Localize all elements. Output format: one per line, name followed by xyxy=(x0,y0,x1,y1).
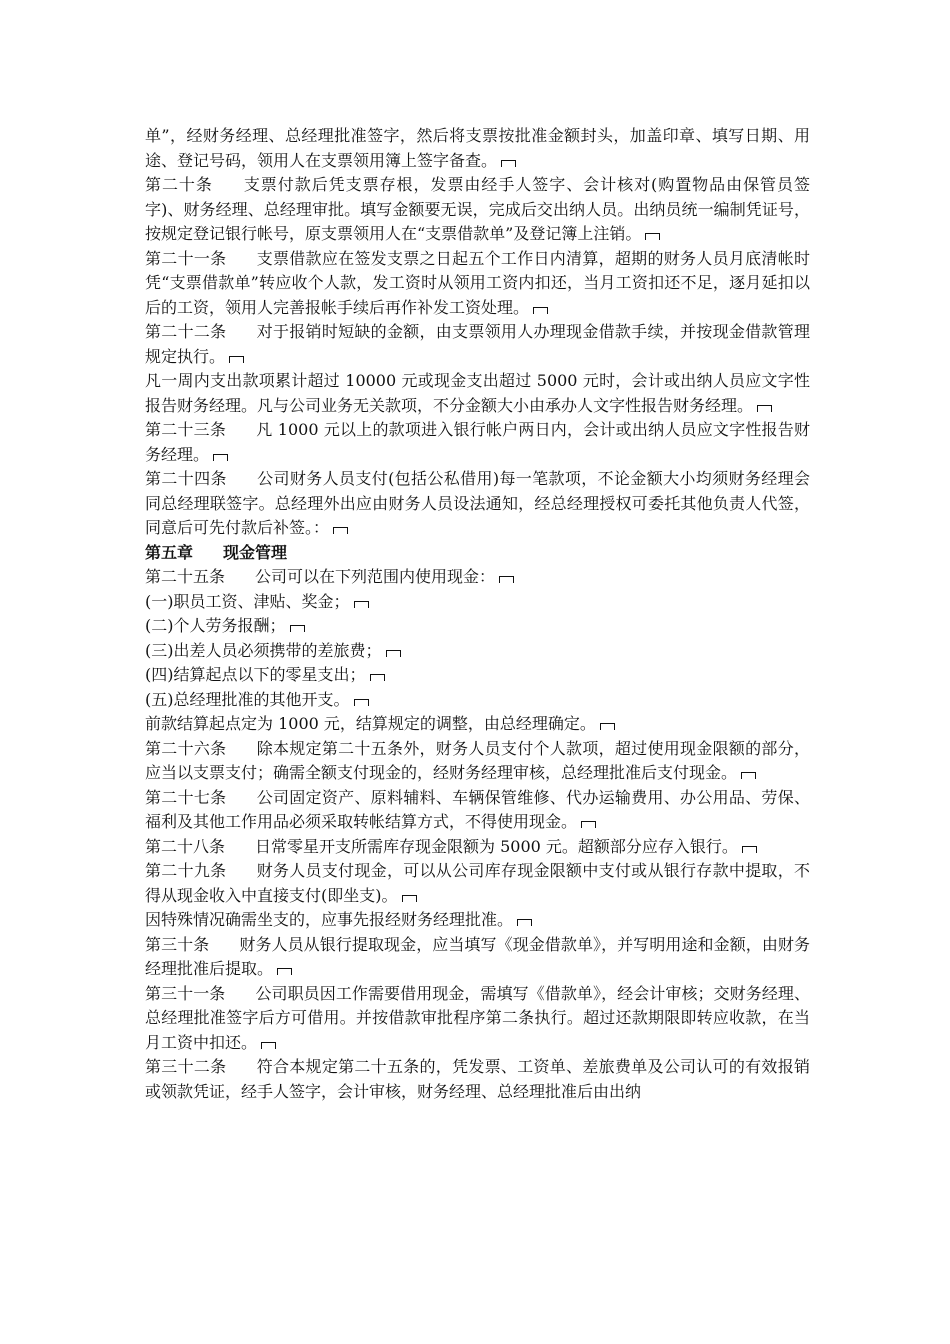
article-number: 第二十条 xyxy=(145,175,213,194)
paragraph-mark-icon xyxy=(402,895,417,902)
article-number: 第三十二条 xyxy=(145,1057,227,1076)
paragraph-text: 公司财务人员支付(包括公私借用)每一笔款项，不论金额大小均须财务经理会同总经理联签字。总经理外出应由财务人员设法通知，经总经理授权可委托其他负责人代签，同意后可先付款后补签。： xyxy=(145,469,810,537)
paragraph xyxy=(145,737,810,786)
paragraph-mark-icon xyxy=(386,650,401,657)
paragraph-mark-icon xyxy=(645,233,660,240)
document-page xyxy=(145,124,810,1104)
article-number: 第二十六条 xyxy=(145,738,227,758)
paragraph-mark-icon xyxy=(354,601,369,608)
paragraph-mark-icon xyxy=(229,356,244,363)
paragraph-mark-icon xyxy=(757,405,772,412)
paragraph-mark-icon xyxy=(501,160,516,167)
paragraph-text: (二)个人劳务报酬； xyxy=(145,616,286,635)
paragraph-text: 公司职员因工作需要借用现金，需填写《借款单》，经会计审核；交财务经理、总经理批准签字后方可借用。并按借款审批程序第二条执行。超过还款期限即转应收款，在当月工资中扣还。 xyxy=(145,983,810,1052)
paragraph xyxy=(145,173,810,247)
paragraph-mark-icon xyxy=(517,919,532,926)
article-number: 第二十五条 xyxy=(145,567,226,586)
article-number: 第二十一条 xyxy=(145,248,227,268)
paragraph xyxy=(145,982,810,1056)
paragraph-text: 财务人员支付现金，可以从公司库存现金限额中支付或从银行存款中提取，不得从现金收入中直接支付(即坐支)。 xyxy=(145,861,810,905)
article-number: 第三十条 xyxy=(145,934,210,954)
article-number: 第三十一条 xyxy=(145,983,226,1003)
paragraph-mark-icon xyxy=(370,674,385,681)
paragraph-text: 日常零星开支所需库存现金限额为 5000 元。超额部分应存入银行。 xyxy=(255,836,738,856)
paragraph xyxy=(145,369,810,418)
article-number: 第二十四条 xyxy=(145,469,227,488)
paragraph xyxy=(145,1055,810,1104)
paragraph xyxy=(145,688,810,713)
paragraph xyxy=(145,590,810,615)
paragraph-text: 对于报销时短缺的金额，由支票领用人办理现金借款手续，并按现金借款管理规定执行。 xyxy=(145,322,810,366)
paragraph-text: 凡一周内支出款项累计超过 10000 元或现金支出超过 5000 元时，会计或出纳人员应文字性报告财务经理。凡与公司业务无关款项，不分金额大小由承办人文字性报告财务经理。 xyxy=(145,371,810,415)
paragraph-text: 单”，经财务经理、总经理批准签字，然后将支票按批准金额封头，加盖印章、填写日期、用途、登记号码，领用人在支票领用簿上签字备查。 xyxy=(145,126,810,170)
paragraph-text: 公司可以在下列范围内使用现金： xyxy=(255,567,496,586)
paragraph xyxy=(145,247,810,321)
paragraph-mark-icon xyxy=(290,625,305,632)
chapter-heading xyxy=(145,541,810,566)
paragraph-text: 因特殊情况确需坐支的，应事先报经财务经理批准。 xyxy=(145,910,514,929)
paragraph-text: 前款结算起点定为 1000 元，结算规定的调整，由总经理确定。 xyxy=(145,714,596,733)
paragraph-text: 现金管理 xyxy=(223,542,288,562)
paragraph-text: 支票借款应在签发支票之日起五个工作日内清算，超期的财务人员月底清帐时凭“支票借款单”转应收个人款，发工资时从领用工资内扣还，当月工资扣还不足，逐月延扣以后的工资，领用人完善报帐手续后再作补发工资处理。 xyxy=(145,248,810,317)
paragraph xyxy=(145,124,810,173)
article-number: 第二十七条 xyxy=(145,787,227,807)
paragraph-mark-icon xyxy=(333,527,348,534)
paragraph xyxy=(145,614,810,639)
paragraph-text: (四)结算起点以下的零星支出； xyxy=(145,665,366,684)
paragraph-text: 财务人员从银行提取现金，应当填写《现金借款单》，并写明用途和金额，由财务经理批准后提取。 xyxy=(145,934,810,978)
paragraph-text: 公司固定资产、原料辅料、车辆保管维修、代办运输费用、办公用品、劳保、福利及其他工作用品必须采取转帐结算方式，不得使用现金。 xyxy=(145,787,810,831)
article-number: 第二十九条 xyxy=(145,861,227,880)
paragraph-text: (三)出差人员必须携带的差旅费； xyxy=(145,640,382,660)
paragraph-text: (五)总经理批准的其他开支。 xyxy=(145,689,350,709)
paragraph xyxy=(145,467,810,541)
paragraph xyxy=(145,786,810,835)
paragraph xyxy=(145,933,810,982)
paragraph-text: 除本规定第二十五条外，财务人员支付个人款项，超过使用现金限额的部分，应当以支票支付；确需全额支付现金的，经财务经理审核，总经理批准后支付现金。 xyxy=(145,738,810,782)
paragraph xyxy=(145,908,810,933)
article-number: 第二十三条 xyxy=(145,420,227,439)
paragraph-text: (一)职员工资、津贴、奖金； xyxy=(145,591,350,611)
paragraph-mark-icon xyxy=(533,307,548,314)
paragraph xyxy=(145,712,810,737)
paragraph-mark-icon xyxy=(354,699,369,706)
paragraph xyxy=(145,663,810,688)
paragraph xyxy=(145,320,810,369)
paragraph xyxy=(145,835,810,860)
paragraph-text: 符合本规定第二十五条的，凭发票、工资单、差旅费单及公司认可的有效报销或领款凭证，经手人签字，会计审核，财务经理、总经理批准后由出纳 xyxy=(145,1057,810,1101)
paragraph xyxy=(145,639,810,664)
paragraph xyxy=(145,565,810,590)
paragraph-mark-icon xyxy=(600,723,615,730)
paragraph-mark-icon xyxy=(213,454,228,461)
paragraph-mark-icon xyxy=(581,821,596,828)
paragraph-mark-icon xyxy=(499,576,514,583)
paragraph-text: 凡 1000 元以上的款项进入银行帐户两日内，会计或出纳人员应文字性报告财务经理。 xyxy=(145,420,810,464)
article-number: 第二十八条 xyxy=(145,836,226,856)
paragraph xyxy=(145,418,810,467)
paragraph-mark-icon xyxy=(742,846,757,853)
paragraph xyxy=(145,859,810,908)
paragraph-mark-icon xyxy=(741,772,756,779)
article-number: 第二十二条 xyxy=(145,322,227,341)
paragraph-mark-icon xyxy=(261,1042,276,1049)
paragraph-mark-icon xyxy=(277,968,292,975)
paragraph-text: 支票付款后凭支票存根，发票由经手人签字、会计核对(购置物品由保管员签字)、财务经理、总经理审批。填写金额要无误，完成后交出纳人员。出纳员统一编制凭证号，按规定登记银行帐号，原支票领用人在“支票借款单”及登记簿上注销。 xyxy=(145,175,810,243)
article-number: 第五章 xyxy=(145,542,194,562)
